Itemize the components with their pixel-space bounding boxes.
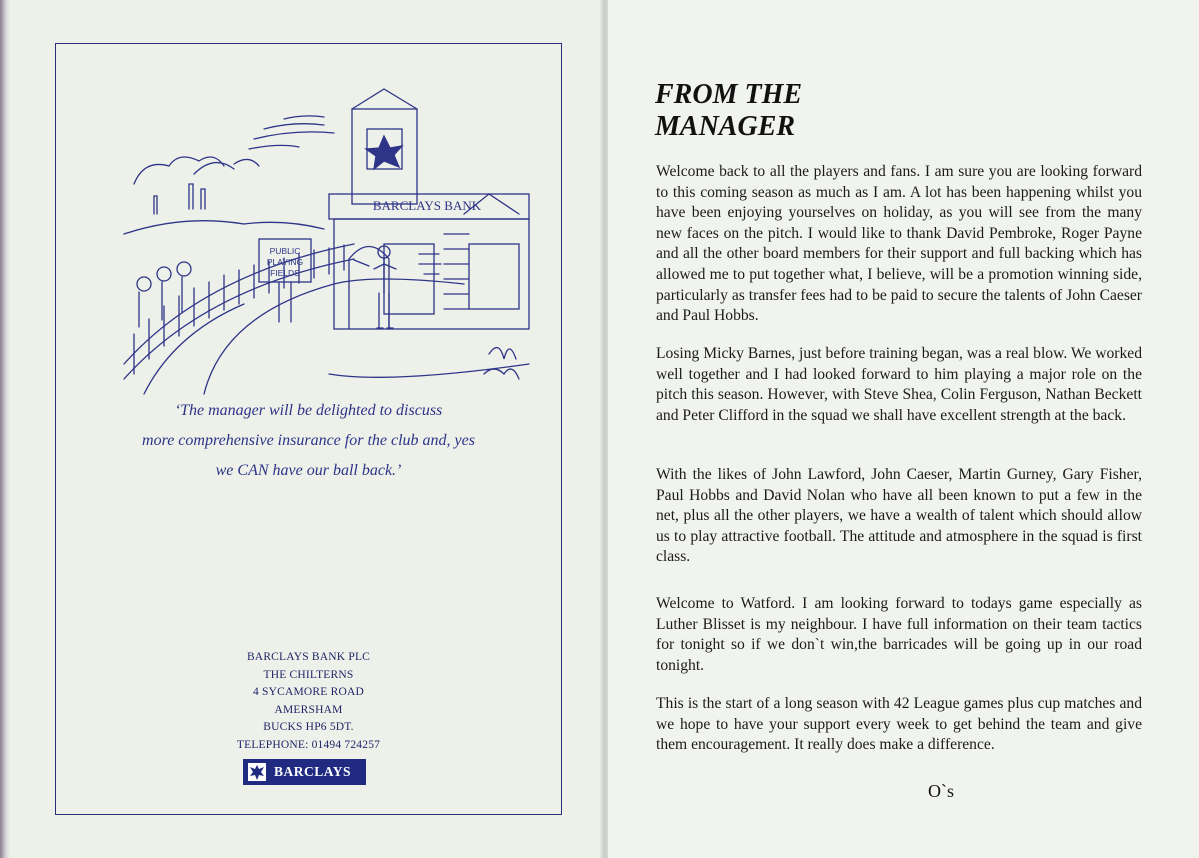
signature: O`s (928, 781, 954, 801)
title-line-2: MANAGER (655, 111, 796, 142)
cartoon-illustration (84, 74, 534, 399)
address-line: THE CHILTERNS (263, 668, 354, 681)
fields-sign-line-3: FIELDS (270, 268, 300, 278)
bank-sign-text: BARCLAYS BANK (372, 198, 482, 213)
barclays-logo (243, 759, 366, 785)
barclays-advert (55, 43, 562, 815)
page-edge (0, 0, 10, 858)
logo-text: BARCLAYS (274, 764, 352, 779)
address-line: TELEPHONE: 01494 724257 (236, 738, 381, 751)
advert-quote-line-1: ‘The manager will be delighted to discuss (174, 402, 443, 419)
address-line: 4 SYCAMORE ROAD (253, 686, 364, 698)
fields-sign-line-2: PLAYING (266, 257, 304, 267)
advert-quote-line-3: we CAN have our ball back.’ (215, 462, 402, 479)
address-line: BUCKS HP6 5DT. (263, 721, 354, 733)
address-line: AMERSHAM (274, 703, 343, 716)
advert-quote-line-2: more comprehensive insurance for the club and, yes (142, 432, 475, 449)
article-paragraph: With the likes of John Lawford, John Caeser, Martin Gurney, Gary Fisher, Paul Hobbs and David Nolan who have all been known to put a few in the net, plus all the other players, we have a wealth of talent which should allow us to play attractive football. The attitude and atmosphere in the squad is first class. (656, 466, 1142, 566)
eagle-icon (246, 761, 268, 783)
article-paragraph: Losing Micky Barnes, just before training began, was a real blow. We worked well together and I had looked forward to him playing a major role on the pitch this season. However, with Steve Shea, Colin Ferguson, Nathan Beckett and Peter Clifford in the squad we shall have excellent strength at the back. (656, 345, 1142, 424)
article-paragraph: Welcome to Watford. I am looking forward to todays game especially as Luther Blisset is my neighbour. I have full information on their team tactics for tonight so if we don`t win,the barricades will be going up in our road tonight. (656, 595, 1142, 674)
article-paragraph: Welcome back to all the players and fans. I am sure you are looking forward to this coming season as much as I am. A lot has been happening whilst you have been enjoying yourselves on holiday, as you will see from the many new faces on the pitch. I would like to thank David Pembroke, Roger Payne and all the other board members for their support and full backing which has allowed me to put together what, I believe, will be a promotion winning side, particularly as transfer fees had to be paid to secure the talents of John Caeser and Paul Hobbs. (656, 163, 1142, 325)
address-line: BARCLAYS BANK PLC (246, 651, 371, 663)
fields-sign-line-1: PUBLIC (269, 246, 301, 256)
bank-address (56, 649, 561, 754)
title-line-1: FROM THE (655, 79, 803, 110)
article-title (655, 79, 1055, 143)
article-paragraph: This is the start of a long season with 42 League games plus cup matches and we hope to have your support every week to get behind the team and give them encouragement. It really does make a difference. (656, 695, 1142, 754)
